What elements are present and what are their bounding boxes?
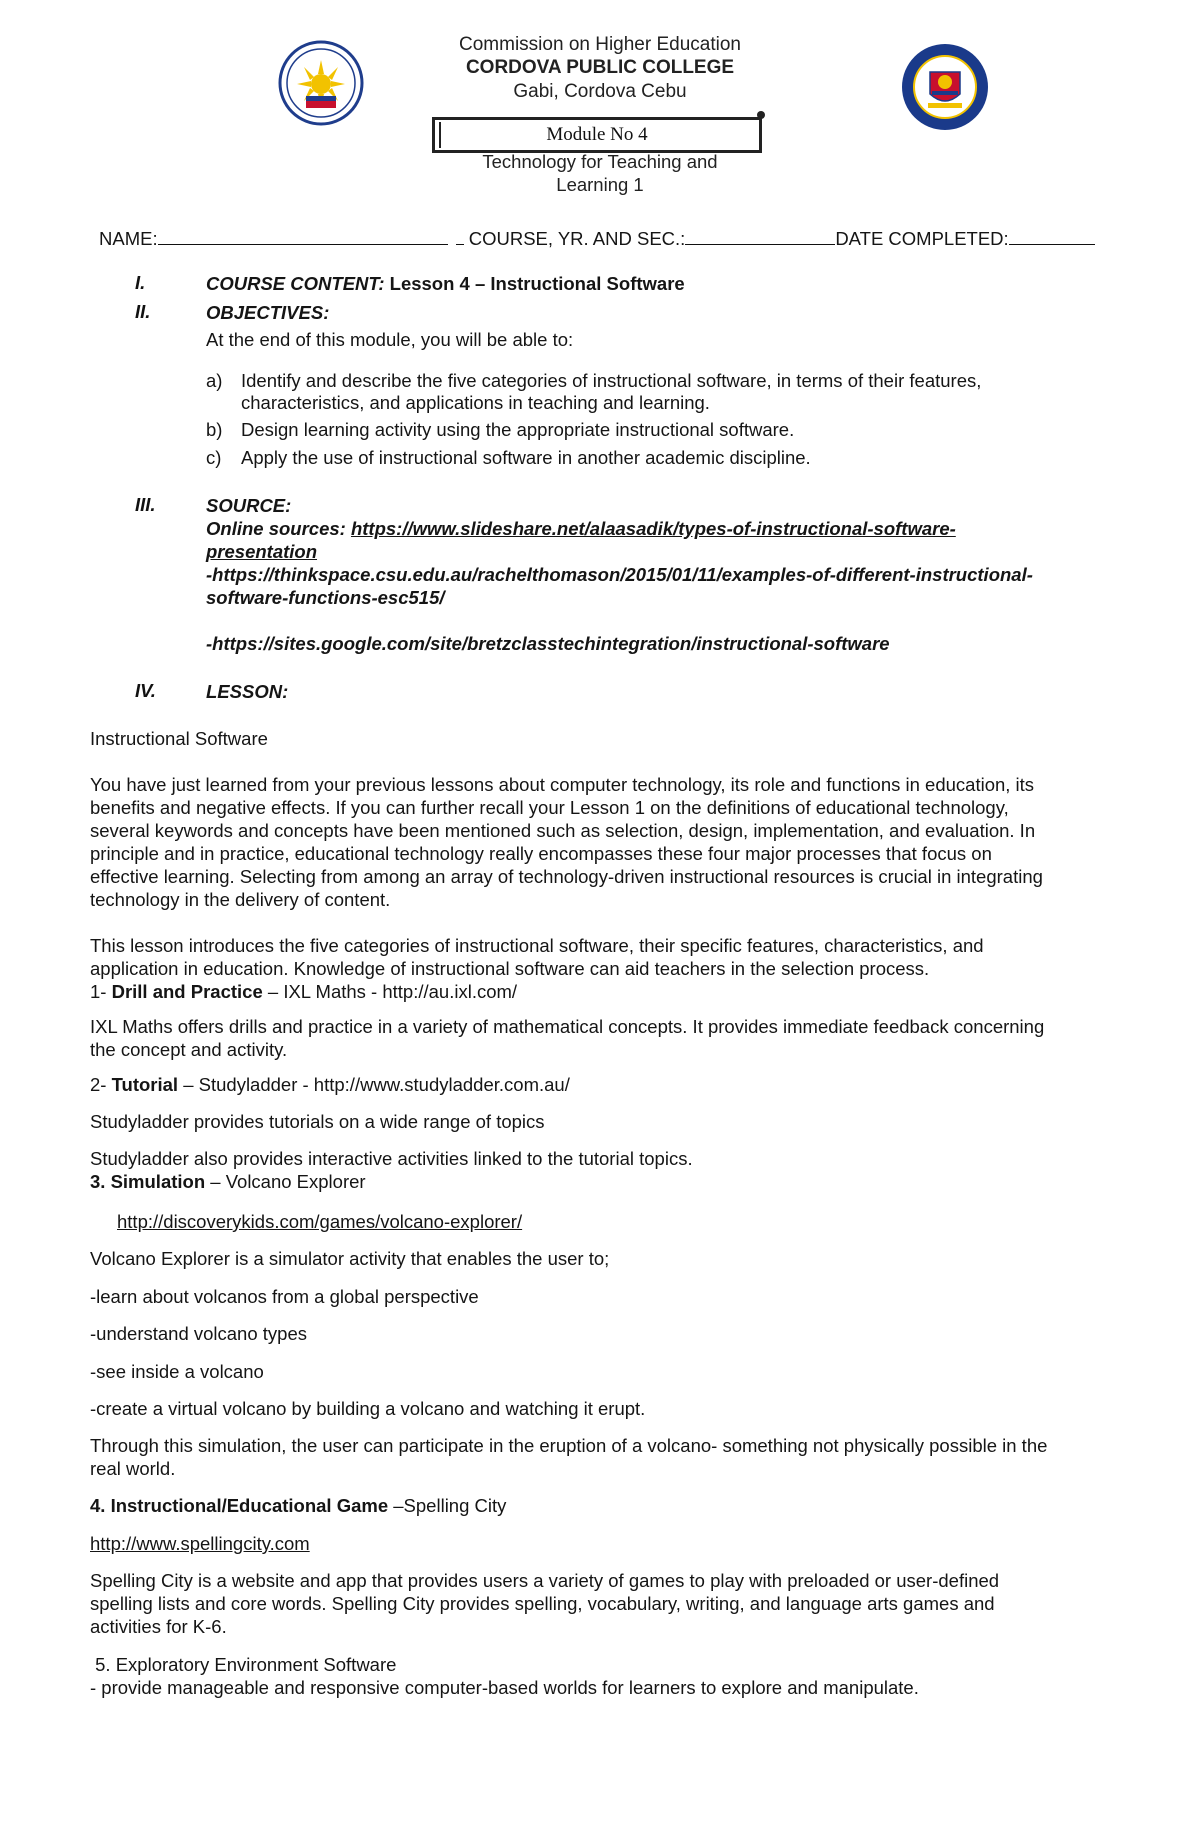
item2-desc-line2: Studyladder also provides interactive activities linked to the tutorial topics. bbox=[90, 1148, 693, 1169]
objective-b-text: Design learning activity using the appropriate instructional software. bbox=[241, 419, 795, 440]
section-1-number: I. bbox=[135, 272, 146, 293]
source-line-1 bbox=[206, 517, 956, 540]
section-4-number: IV. bbox=[135, 680, 156, 701]
para1-line2: benefits and negative effects. If you can further recall your Lesson 1 on the definitions of educational technology, bbox=[90, 797, 1009, 818]
item1-desc-line1: IXL Maths offers drills and practice in a variety of mathematical concepts. It provides immediate feedback concerning bbox=[90, 1016, 1045, 1037]
lesson-heading: LESSON: bbox=[206, 681, 289, 702]
section-1-title bbox=[206, 272, 685, 295]
objective-a-line2: characteristics, and applications in teaching and learning. bbox=[241, 392, 710, 413]
item4-desc-line3: activities for K-6. bbox=[90, 1616, 227, 1637]
item2-category: Tutorial bbox=[111, 1074, 179, 1095]
item1-prefix: 1- bbox=[90, 981, 112, 1002]
para1-line6: technology in the delivery of content. bbox=[90, 889, 391, 910]
online-sources-label: Online sources: bbox=[206, 518, 351, 539]
para1-line3: several keywords and concepts have been mentioned such as selection, design, implementation, and evaluation. In bbox=[90, 820, 1036, 841]
item3-desc: Volcano Explorer is a simulator activity that enables the user to; bbox=[90, 1248, 610, 1269]
item3-category: 3. Simulation bbox=[90, 1171, 206, 1192]
item2-prefix: 2- bbox=[90, 1074, 112, 1095]
objective-c-text: Apply the use of instructional software in another academic discipline. bbox=[241, 447, 811, 468]
course-title-line1: Technology for Teaching and bbox=[482, 151, 718, 172]
item4-desc-line1: Spelling City is a website and app that provides users a variety of games to play with preloaded or user-defined bbox=[90, 1570, 1000, 1591]
objective-a-line1: Identify and describe the five categories of instructional software, in terms of their features, bbox=[241, 370, 982, 391]
item4-example: –Spelling City bbox=[388, 1495, 507, 1516]
item3-bullet-3: -see inside a volcano bbox=[90, 1361, 264, 1382]
item2-heading bbox=[90, 1073, 570, 1096]
para1-line5: effective learning. Selecting from among an array of technology-driven instructional resources is crucial in integrating bbox=[90, 866, 1043, 887]
name-field[interactable] bbox=[158, 228, 448, 245]
item4-desc-line2: spelling lists and core words. Spelling City provides spelling, vocabulary, writing, and language arts games and bbox=[90, 1593, 995, 1614]
item1-desc-line2: the concept and activity. bbox=[90, 1039, 288, 1060]
student-info-fields bbox=[99, 227, 1095, 250]
college-address: Gabi, Cordova Cebu bbox=[513, 81, 687, 102]
item4-link[interactable]: http://www.spellingcity.com bbox=[90, 1533, 310, 1554]
course-label: COURSE, YR. AND SEC.: bbox=[468, 228, 686, 249]
course-content-label: COURSE CONTENT: bbox=[206, 273, 385, 294]
item3-link[interactable]: http://discoverykids.com/games/volcano-explorer/ bbox=[117, 1211, 523, 1232]
college-name: CORDOVA PUBLIC COLLEGE bbox=[465, 57, 735, 78]
item3-bullet-2: -understand volcano types bbox=[90, 1323, 307, 1344]
objectives-heading: OBJECTIVES: bbox=[206, 302, 330, 323]
source-link-2[interactable]: -https://thinkspace.csu.edu.au/rachelthomason/2015/01/11/examples-of-different-instructional- bbox=[206, 564, 1033, 585]
item3-bullet-4: -create a virtual volcano by building a volcano and watching it erupt. bbox=[90, 1398, 646, 1419]
course-title-line2: Learning 1 bbox=[556, 174, 644, 195]
item1-example: – IXL Maths - http://au.ixl.com/ bbox=[262, 981, 518, 1002]
objective-a-label: a) bbox=[206, 370, 223, 391]
source-link-1-cont[interactable]: presentation bbox=[206, 541, 318, 562]
para1-line1: You have just learned from your previous lessons about computer technology, its role and functions in education, its bbox=[90, 774, 1035, 795]
section-3-number: III. bbox=[135, 494, 156, 515]
item1-category: Drill and Practice bbox=[111, 981, 263, 1002]
module-number-box bbox=[432, 117, 762, 153]
item4-heading bbox=[90, 1494, 506, 1517]
lesson-title-text: Instructional Software bbox=[90, 728, 268, 749]
source-heading: SOURCE: bbox=[206, 495, 292, 516]
item3-bullet-1: -learn about volcanos from a global perspective bbox=[90, 1286, 479, 1307]
date-label: DATE COMPLETED: bbox=[835, 228, 1009, 249]
item5-desc: - provide manageable and responsive computer-based worlds for learners to explore and manipulate. bbox=[90, 1677, 919, 1698]
lesson-title: Lesson 4 – Instructional Software bbox=[384, 273, 685, 294]
item5-heading: 5. Exploratory Environment Software bbox=[90, 1654, 397, 1675]
course-field[interactable] bbox=[685, 228, 835, 245]
date-field[interactable] bbox=[1009, 228, 1095, 245]
source-link-3[interactable]: -https://sites.google.com/site/bretzclasstechintegration/instructional-software bbox=[206, 633, 890, 654]
item3-summary-line1: Through this simulation, the user can participate in the eruption of a volcano- something not physically possible in the bbox=[90, 1435, 1048, 1456]
para2-line2: application in education. Knowledge of instructional software can aid teachers in the selection process. bbox=[90, 958, 930, 979]
objective-b-label: b) bbox=[206, 419, 223, 440]
name-field-end bbox=[448, 229, 456, 245]
item2-desc-line1: Studyladder provides tutorials on a wide range of topics bbox=[90, 1111, 545, 1132]
section-2-number: II. bbox=[135, 301, 151, 322]
commission-title: Commission on Higher Education bbox=[459, 34, 741, 55]
item4-category: 4. Instructional/Educational Game bbox=[90, 1495, 389, 1516]
item3-summary-line2: real world. bbox=[90, 1458, 176, 1479]
objectives-intro: At the end of this module, you will be able to: bbox=[206, 329, 574, 350]
item3-example: – Volcano Explorer bbox=[205, 1171, 366, 1192]
para2-line1: This lesson introduces the five categories of instructional software, their specific features, characteristics, and bbox=[90, 935, 984, 956]
item1-heading bbox=[90, 980, 517, 1003]
name-label: NAME: bbox=[99, 228, 158, 249]
item3-heading bbox=[90, 1170, 366, 1193]
module-number: Module No 4 bbox=[546, 124, 648, 145]
item2-example: – Studyladder - http://www.studyladder.com.au/ bbox=[178, 1074, 570, 1095]
para1-line4: principle and in practice, educational technology really encompasses these four major processes that focus on bbox=[90, 843, 992, 864]
source-link-1[interactable]: https://www.slideshare.net/alaasadik/types-of-instructional-software- bbox=[350, 518, 956, 539]
name-field-tail bbox=[456, 228, 464, 245]
source-link-2-cont[interactable]: software-functions-esc515/ bbox=[206, 587, 445, 608]
objective-c-label: c) bbox=[206, 447, 222, 468]
